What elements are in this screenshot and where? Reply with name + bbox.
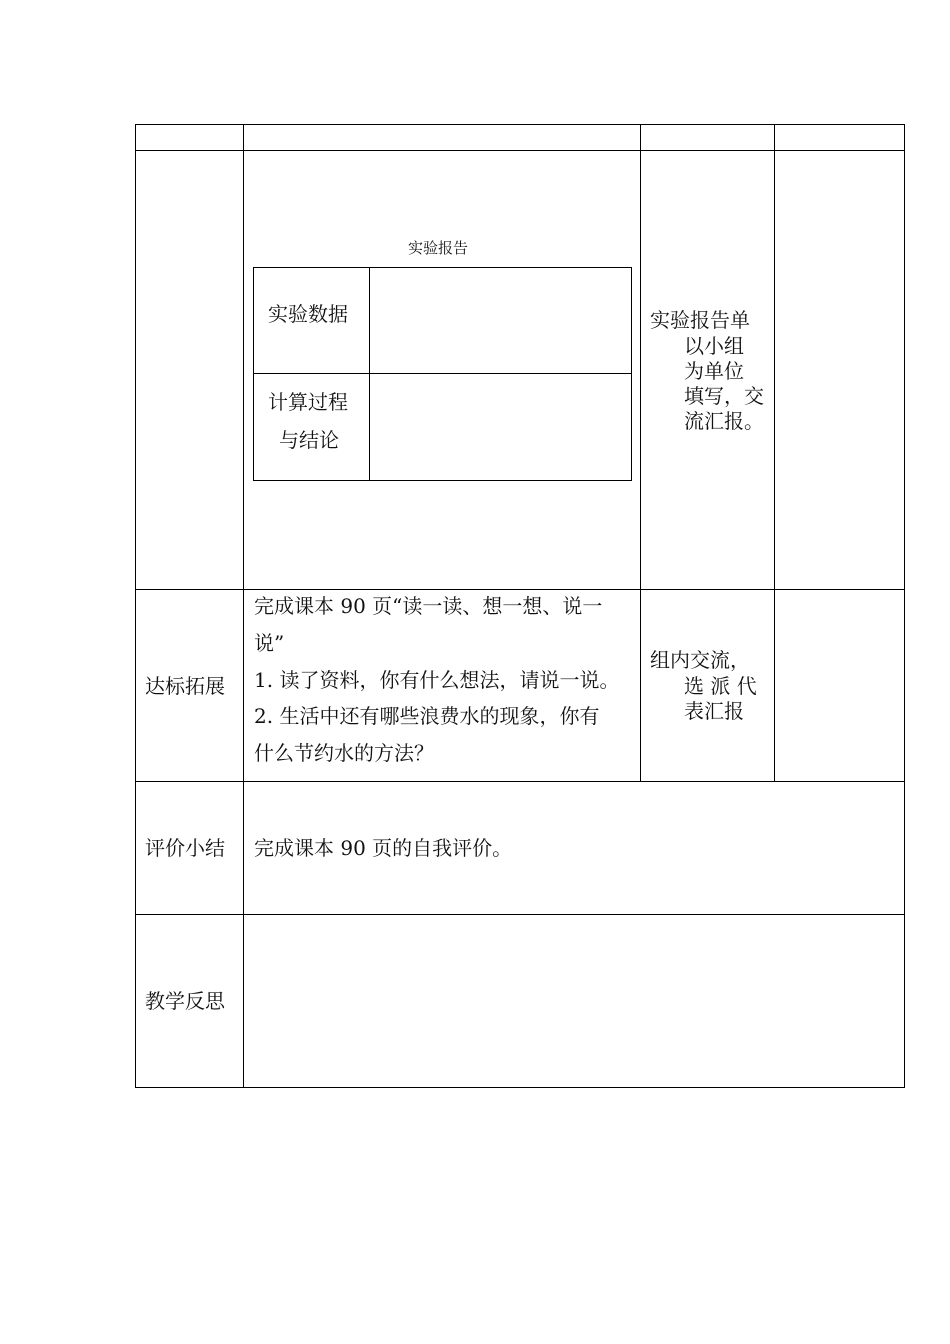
activity-line: 选 派 代 [684, 674, 757, 698]
note-line: 流汇报。 [684, 409, 764, 433]
table-rule [774, 124, 775, 782]
table-rule [135, 781, 905, 782]
table-rule [135, 124, 905, 125]
report-rule [253, 267, 254, 481]
table-rule [640, 124, 641, 782]
report-calc-label-line1: 计算过程 [268, 390, 348, 414]
table-rule [135, 150, 905, 151]
evaluation-content: 完成课本 90 页的自我评价。 [254, 836, 513, 860]
activity-line: 组内交流， [650, 648, 750, 672]
note-line: 为单位 [684, 359, 744, 383]
evaluation-label: 评价小结 [145, 836, 225, 860]
table-rule [243, 124, 244, 1088]
note-line: 实验报告单 [650, 308, 750, 332]
activity-line: 表汇报 [684, 699, 744, 723]
extension-line: 完成课本 90 页“读一读、想一想、说一 [254, 594, 603, 618]
table-rule [135, 1087, 905, 1088]
report-rule [631, 267, 632, 481]
table-rule [904, 124, 905, 1088]
extension-line: 什么节约水的方法？ [254, 741, 434, 765]
report-rule [253, 373, 632, 374]
table-rule [135, 124, 136, 1088]
extension-line: 说” [254, 631, 285, 655]
report-rule [369, 267, 370, 481]
report-rule [253, 480, 632, 481]
extension-line: 2. 生活中还有哪些浪费水的现象，你有 [254, 704, 600, 728]
report-calc-label-line2: 与结论 [279, 428, 339, 452]
extension-line: 1. 读了资料，你有什么想法，请说一说。 [254, 668, 620, 692]
report-title: 实验报告 [408, 239, 469, 257]
extension-label: 达标拓展 [145, 674, 225, 698]
report-rule [253, 267, 632, 268]
reflection-label: 教学反思 [145, 989, 225, 1013]
note-line: 以小组 [684, 334, 744, 358]
note-line: 填写，交 [684, 384, 764, 408]
table-rule [135, 914, 905, 915]
report-data-label: 实验数据 [268, 302, 348, 326]
